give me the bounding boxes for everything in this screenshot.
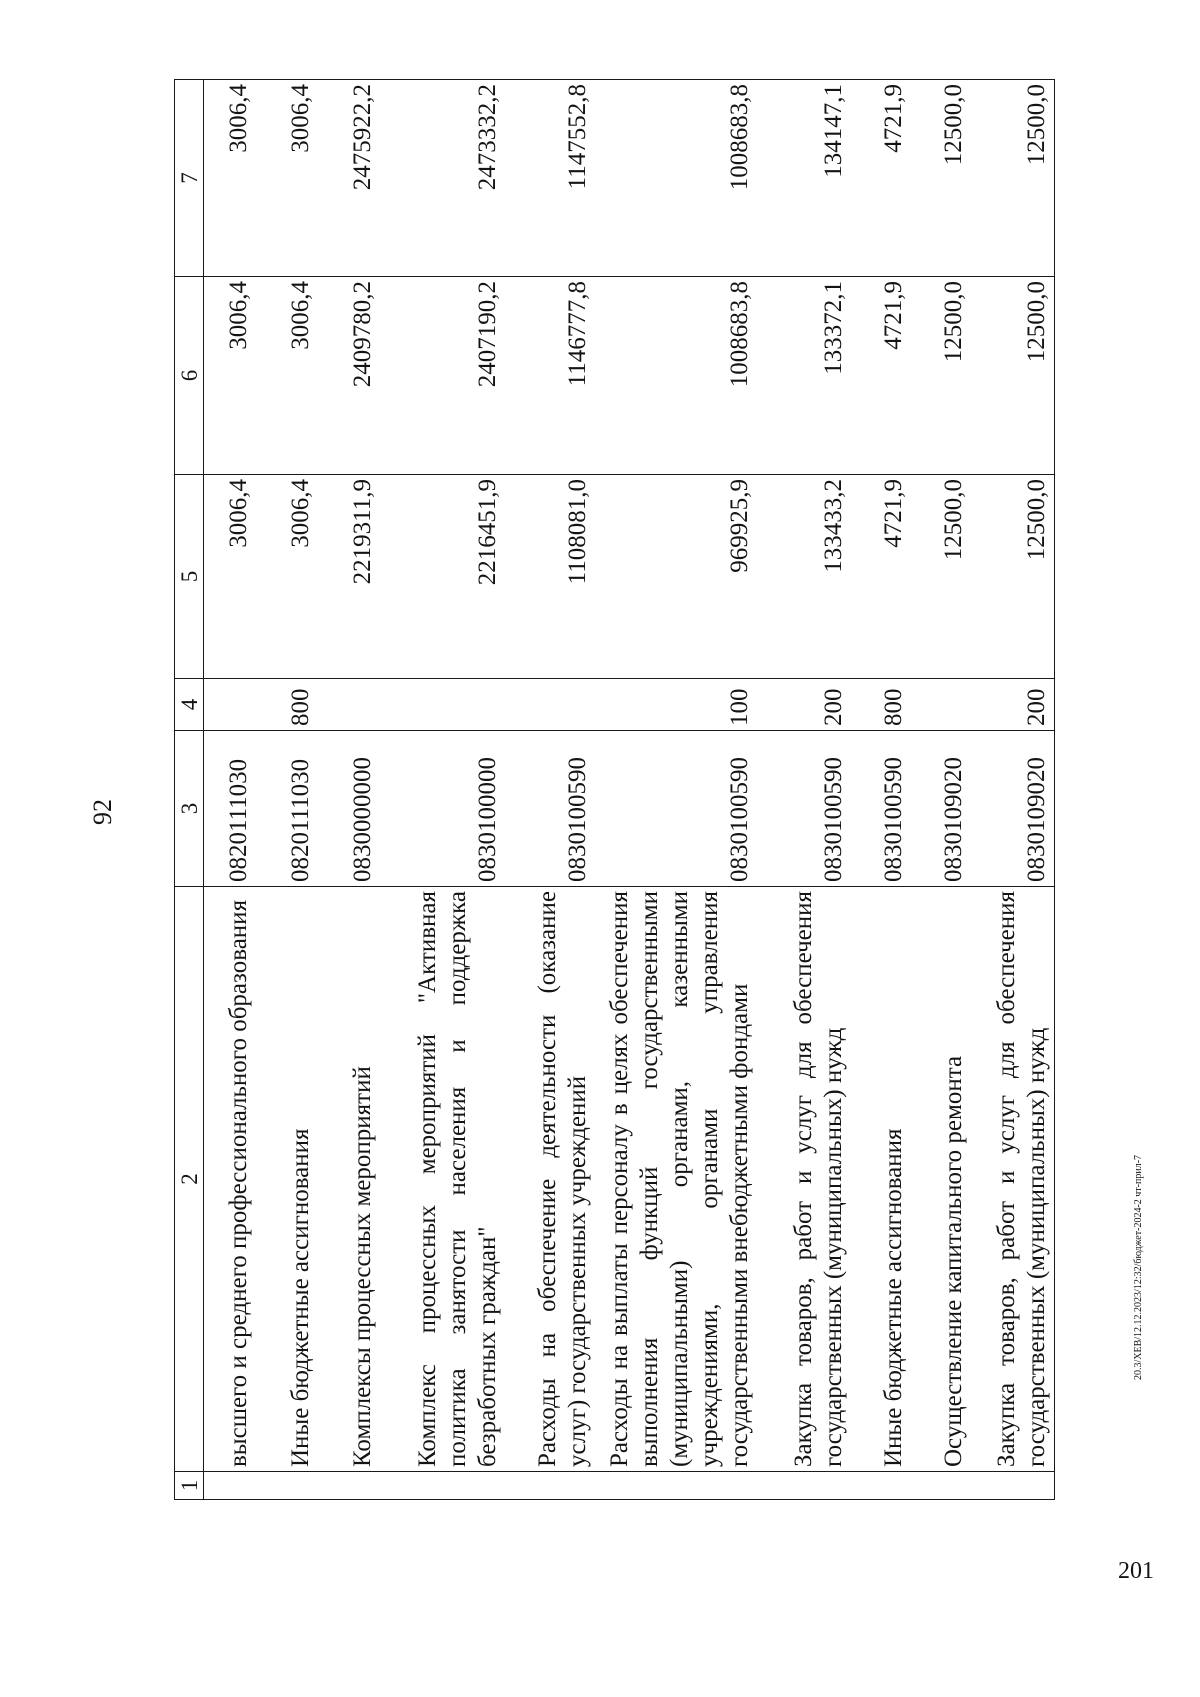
table-row: [204, 80, 256, 1500]
target-code-cell: 0830000000: [318, 731, 380, 887]
target-code-cell: 0820111030: [204, 731, 256, 887]
amount-cell-year1: 2219311,9: [318, 475, 380, 679]
amount-cell-year3: 12500,0: [971, 80, 1055, 277]
header-cell: 1: [175, 1472, 204, 1500]
page-number-top: 92: [88, 799, 117, 825]
expense-type-cell: 200: [757, 679, 851, 731]
page-number-bottom: 201: [1118, 1558, 1154, 1584]
row-number-cell: [380, 1472, 505, 1500]
amount-cell-year3: 134147,1: [757, 80, 851, 277]
amount-cell-year1: 12500,0: [911, 475, 971, 679]
amount-cell-year3: 3006,4: [204, 80, 256, 277]
expense-type-cell: 800: [256, 679, 318, 731]
item-name-cell: Иные бюджетные ассигнования: [256, 887, 318, 1472]
target-code-cell: 0830100590: [505, 731, 595, 887]
header-cell: 2: [175, 887, 204, 1472]
amount-cell-year3: 1008683,8: [595, 80, 757, 277]
target-code-cell: 0830100590: [851, 731, 911, 887]
expense-type-cell: 100: [595, 679, 757, 731]
header-cell: 7: [175, 80, 204, 277]
amount-cell-year1: 12500,0: [971, 475, 1055, 679]
item-name-cell: Иные бюджетные ассигнования: [851, 887, 911, 1472]
target-code-cell: 0830109020: [911, 731, 971, 887]
target-code-cell: 0830100000: [380, 731, 505, 887]
expense-type-cell: [380, 679, 505, 731]
item-name-cell: Комплексы процессных мероприятий: [318, 887, 380, 1472]
item-name-cell: Расходы на выплаты персоналу в целях обеспечения выполнения функций государственными (муниципальными) органами, казенными учреждениями, органами управления государственными внебюджетными фондами: [595, 887, 757, 1472]
row-number-cell: [318, 1472, 380, 1500]
amount-cell-year2: 4721,9: [851, 277, 911, 475]
row-number-cell: [851, 1472, 911, 1500]
item-name-cell: высшего и среднего профессионального образования: [204, 887, 256, 1472]
header-cell: 4: [175, 679, 204, 731]
amount-cell-year3: 3006,4: [256, 80, 318, 277]
amount-cell-year2: 2409780,2: [318, 277, 380, 475]
table-row: [595, 80, 757, 1500]
amount-cell-year1: 2216451,9: [380, 475, 505, 679]
header-cell: 3: [175, 731, 204, 887]
amount-cell-year3: 2473332,2: [380, 80, 505, 277]
target-code-cell: 0830109020: [971, 731, 1055, 887]
table-row: [851, 80, 911, 1500]
amount-cell-year1: 4721,9: [851, 475, 911, 679]
amount-cell-year2: 1146777,8: [505, 277, 595, 475]
amount-cell-year2: 3006,4: [256, 277, 318, 475]
amount-cell-year3: 1147552,8: [505, 80, 595, 277]
row-number-cell: [757, 1472, 851, 1500]
row-number-cell: [256, 1472, 318, 1500]
header-cell: 5: [175, 475, 204, 679]
table-row: [256, 80, 318, 1500]
table-row: [911, 80, 971, 1500]
target-code-cell: 0820111030: [256, 731, 318, 887]
amount-cell-year3: 12500,0: [911, 80, 971, 277]
amount-cell-year2: 2407190,2: [380, 277, 505, 475]
row-number-cell: [505, 1472, 595, 1500]
amount-cell-year2: 12500,0: [971, 277, 1055, 475]
expense-type-cell: 800: [851, 679, 911, 731]
expense-type-cell: [204, 679, 256, 731]
footer-note: 20.3/ХЕВ/12.12.2023/12:32/бюджет-2024-2 чт-прил-7: [1133, 1154, 1144, 1380]
header-row: [175, 80, 204, 1500]
target-code-cell: 0830100590: [595, 731, 757, 887]
item-name-cell: Осуществление капитального ремонта: [911, 887, 971, 1472]
row-number-cell: [595, 1472, 757, 1500]
expense-type-cell: 200: [971, 679, 1055, 731]
expense-type-cell: [911, 679, 971, 731]
table-row: [380, 80, 505, 1500]
amount-cell-year2: 12500,0: [911, 277, 971, 475]
item-name-cell: Расходы на обеспечение деятельности (оказание услуг) государственных учреждений: [505, 887, 595, 1472]
amount-cell-year1: 969925,9: [595, 475, 757, 679]
amount-cell-year3: 4721,9: [851, 80, 911, 277]
table-row: [318, 80, 380, 1500]
amount-cell-year2: 3006,4: [204, 277, 256, 475]
item-name-cell: Комплекс процессных мероприятий "Активная политика занятости населения и поддержка безработных граждан": [380, 887, 505, 1472]
rotated-sheet: [174, 80, 1194, 1500]
header-cell: 6: [175, 277, 204, 475]
table-row: [971, 80, 1055, 1500]
amount-cell-year1: 1108081,0: [505, 475, 595, 679]
table-row: [757, 80, 851, 1500]
amount-cell-year1: 3006,4: [256, 475, 318, 679]
expense-type-cell: [318, 679, 380, 731]
item-name-cell: Закупка товаров, работ и услуг для обеспечения государственных (муниципальных) нужд: [757, 887, 851, 1472]
row-number-cell: [204, 1472, 256, 1500]
budget-table: [174, 79, 1055, 1500]
amount-cell-year2: 1008683,8: [595, 277, 757, 475]
amount-cell-year1: 3006,4: [204, 475, 256, 679]
target-code-cell: 0830100590: [757, 731, 851, 887]
table-row: [505, 80, 595, 1500]
amount-cell-year3: 2475922,2: [318, 80, 380, 277]
row-number-cell: [911, 1472, 971, 1500]
amount-cell-year2: 133372,1: [757, 277, 851, 475]
item-name-cell: Закупка товаров, работ и услуг для обеспечения государственных (муниципальных) нужд: [971, 887, 1055, 1472]
row-number-cell: [971, 1472, 1055, 1500]
amount-cell-year1: 133433,2: [757, 475, 851, 679]
expense-type-cell: [505, 679, 595, 731]
